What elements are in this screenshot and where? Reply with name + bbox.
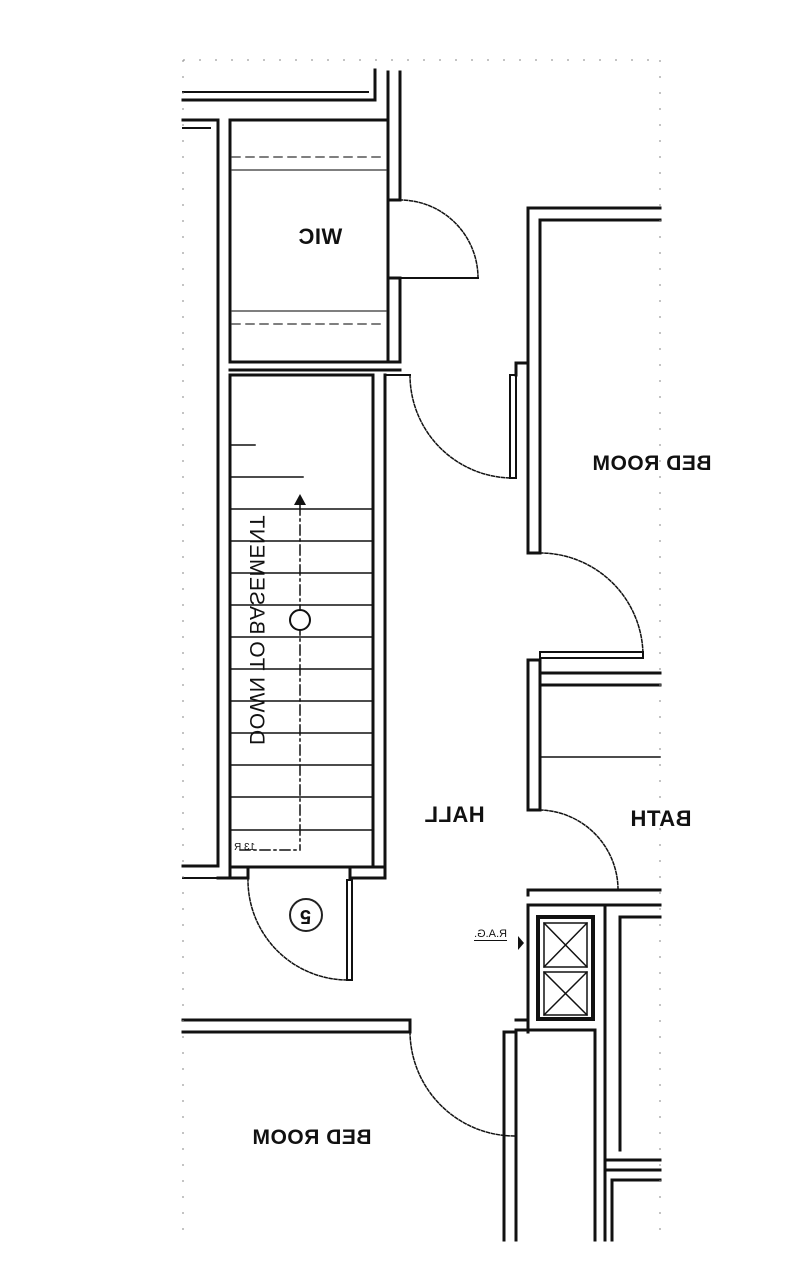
stair-direction-label: DOWN TO BASEMENT — [245, 514, 268, 746]
stair-arrowhead — [294, 494, 306, 505]
upper-bedroom-walls — [516, 208, 660, 553]
wic-door — [400, 200, 478, 278]
bath-door — [540, 810, 618, 888]
door-tag-number: 5 — [300, 904, 312, 927]
bath-label: BATH — [630, 806, 692, 831]
stair-riser-note: 13 R — [234, 842, 256, 853]
upper-bedroom-label: BED ROOM — [592, 452, 712, 475]
return-air-grille-label: R.A.G. — [474, 928, 508, 940]
lower-bedroom-label: BED ROOM — [252, 1126, 372, 1149]
top-closet-walls — [183, 70, 400, 200]
wic-room-label: WIC — [298, 224, 343, 249]
rag-arrow — [518, 936, 524, 950]
upper-bedroom-lower-door — [540, 553, 643, 658]
mechanical-chase — [516, 905, 605, 1240]
lower-bedroom-door — [410, 1032, 514, 1136]
hall-label: HALL — [424, 802, 485, 827]
left-exterior-wall-upper — [183, 120, 218, 878]
stair-break-circle — [290, 610, 310, 630]
door-tag-circle — [289, 898, 323, 932]
lower-right-walls — [605, 917, 660, 1240]
upper-bedroom-door — [385, 375, 516, 478]
bath-walls — [528, 660, 660, 905]
